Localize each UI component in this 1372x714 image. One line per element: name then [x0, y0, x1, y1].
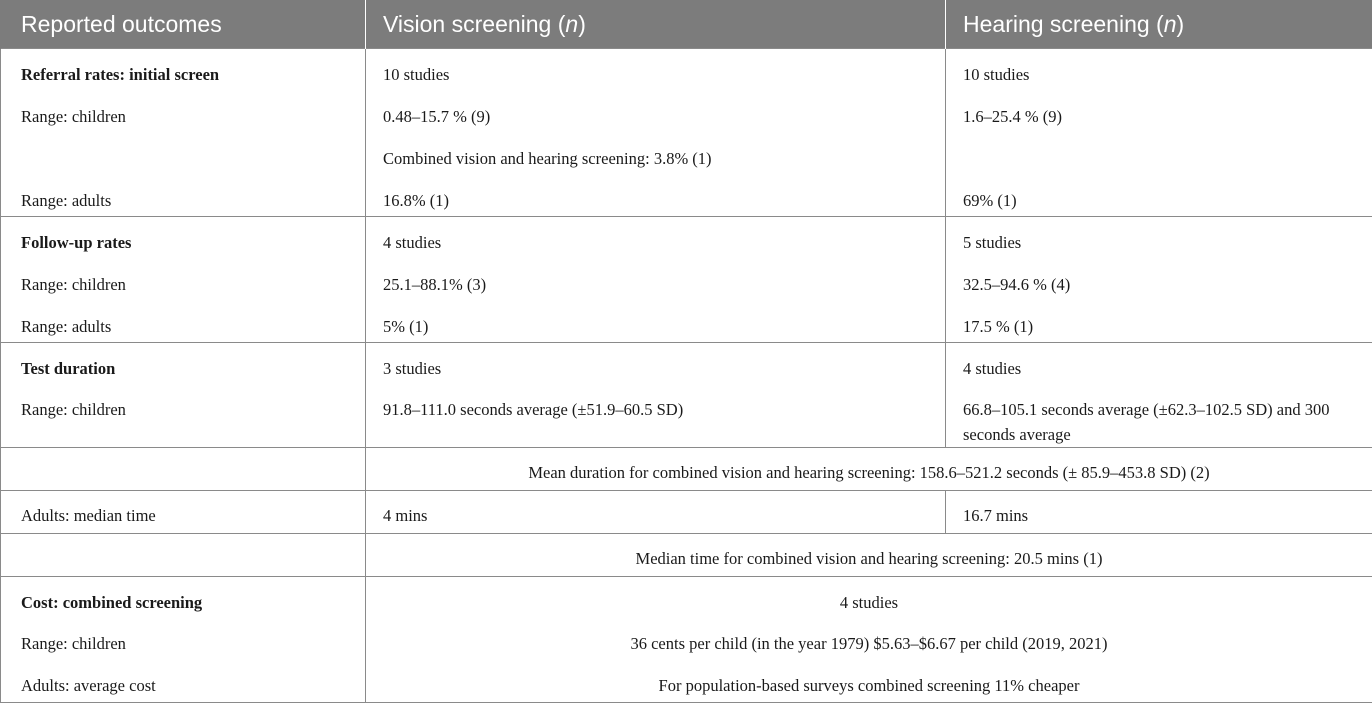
row-label: Cost: combined screening: [1, 576, 366, 618]
row-label: Test duration: [1, 343, 366, 385]
table-row: [1, 343, 1372, 385]
hearing-cell: [946, 133, 1372, 175]
header-hearing-screening: Hearing screening (n): [946, 0, 1372, 49]
vision-cell: 10 studies: [366, 49, 946, 91]
row-label: Adults: average cost: [1, 660, 366, 702]
vision-cell: 5% (1): [366, 301, 946, 343]
hearing-cell: 1.6–25.4 % (9): [946, 91, 1372, 133]
vision-cell: 91.8–111.0 seconds average (±51.9–60.5 SD): [366, 385, 946, 448]
row-label: Range: adults: [1, 301, 366, 343]
hearing-cell: 69% (1): [946, 175, 1372, 217]
table-row: [1, 660, 1372, 702]
header-vision-screening: Vision screening (n): [366, 0, 946, 49]
table-row: [1, 576, 1372, 618]
table-header: [1, 0, 1372, 49]
vision-cell: 4 studies: [366, 217, 946, 259]
combined-median-cell: Median time for combined vision and hearing screening: 20.5 mins (1): [366, 533, 1372, 576]
row-label: [1, 533, 366, 576]
cost-cell: 4 studies: [366, 576, 1372, 618]
row-label: Range: children: [1, 259, 366, 301]
table-row: [1, 618, 1372, 660]
row-label: Adults: median time: [1, 490, 366, 533]
table-row: [1, 91, 1372, 133]
hearing-cell: 17.5 % (1): [946, 301, 1372, 343]
hearing-cell: 5 studies: [946, 217, 1372, 259]
vision-cell: 16.8% (1): [366, 175, 946, 217]
vision-cell: 25.1–88.1% (3): [366, 259, 946, 301]
table-row: [1, 133, 1372, 175]
row-label: Range: children: [1, 618, 366, 660]
hearing-cell: 4 studies: [946, 343, 1372, 385]
cost-cell: 36 cents per child (in the year 1979) $5.63–$6.67 per child (2019, 2021): [366, 618, 1372, 660]
table-row: [1, 490, 1372, 533]
table-row: [1, 49, 1372, 91]
cost-cell: For population-based surveys combined screening 11% cheaper: [366, 660, 1372, 702]
vision-cell: 0.48–15.7 % (9): [366, 91, 946, 133]
row-label: Range: adults: [1, 175, 366, 217]
table-row: [1, 217, 1372, 259]
row-label: [1, 447, 366, 490]
combined-duration-cell: Mean duration for combined vision and hearing screening: 158.6–521.2 seconds (± 85.9–453.8 SD) (2): [366, 447, 1372, 490]
vision-cell: 3 studies: [366, 343, 946, 385]
table-row: [1, 259, 1372, 301]
hearing-cell: 16.7 mins: [946, 490, 1372, 533]
table-row: [1, 447, 1372, 490]
table-row: [1, 175, 1372, 217]
table-row: [1, 301, 1372, 343]
vision-cell: Combined vision and hearing screening: 3.8% (1): [366, 133, 946, 175]
row-label: Range: children: [1, 91, 366, 133]
table-row: [1, 385, 1372, 448]
row-label: Range: children: [1, 385, 366, 448]
row-label: Follow-up rates: [1, 217, 366, 259]
hearing-cell: 32.5–94.6 % (4): [946, 259, 1372, 301]
table-row: [1, 533, 1372, 576]
row-label: Referral rates: initial screen: [1, 49, 366, 91]
vision-cell: 4 mins: [366, 490, 946, 533]
hearing-cell: 10 studies: [946, 49, 1372, 91]
hearing-cell: 66.8–105.1 seconds average (±62.3–102.5 SD) and 300 seconds average: [946, 385, 1372, 448]
header-reported-outcomes: Reported outcomes: [1, 0, 366, 49]
row-label: [1, 133, 366, 175]
